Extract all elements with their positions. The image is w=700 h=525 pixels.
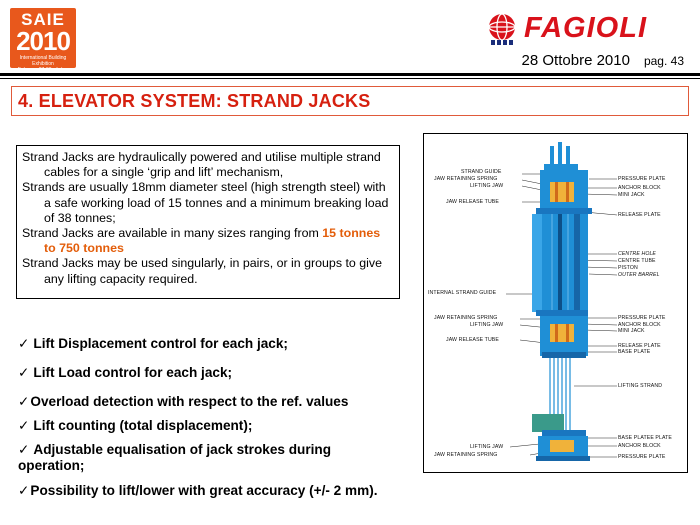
saie-logo-year: 2010 <box>16 26 70 56</box>
diagram-label-pressure-plate: PRESSURE PLATE <box>618 454 666 460</box>
header-rule-thin <box>0 78 700 79</box>
date-page-line <box>522 52 684 69</box>
description-paragraph: Strand Jacks are available in many sizes ranging from 15 tonnes to 750 tonnes <box>22 226 381 256</box>
checklist-item: ✓Overload detection with respect to the ref. values <box>18 394 349 409</box>
diagram-label-base-plate-plate: BASE PLATEE PLATE <box>618 435 672 441</box>
description-paragraph: Strands are usually 18mm diameter steel (high strength steel) with a safe working load of 15 tonnes and a minimum breaking load of 38 tonnes; <box>22 180 389 225</box>
checklist-item: ✓ Adjustable equalisation of jack strokes during operation; <box>18 442 332 473</box>
check-icon: ✓ <box>18 365 30 380</box>
diagram-label-anchor-block: ANCHOR BLOCK <box>618 322 661 328</box>
globe-icon <box>486 12 522 46</box>
strand-jack-diagram <box>423 133 688 473</box>
check-icon: ✓ <box>18 394 30 409</box>
description-paragraph: Strand Jacks may be used singularly, in pairs, or in groups to give any lifting capacity required. <box>22 256 382 286</box>
checklist-item: ✓ Lift Displacement control for each jack; <box>18 336 288 351</box>
saie-logo-name: SAIE <box>21 10 65 29</box>
check-icon: ✓ <box>18 442 30 457</box>
diagram-label-anchor-block: ANCHOR BLOCK <box>618 185 661 191</box>
diagram-label-outer-barrel: OUTER BARREL <box>618 272 660 278</box>
diagram-label-lifting-strand: LIFTING STRAND <box>618 383 663 389</box>
diagram-label-anchor-block: ANCHOR BLOCK <box>618 443 661 449</box>
diagram-label-centre-tube: CENTRE TUBE <box>618 258 656 264</box>
capacity-range-highlight: 15 tonnes to 750 tonnes <box>44 226 381 256</box>
brand-name: FAGIOLI <box>524 12 647 44</box>
fagioli-logo <box>486 12 692 46</box>
diagram-label-internal-strand-guide: INTERNAL STRAND GUIDE <box>428 290 497 296</box>
checklist-item: ✓Possibility to lift/lower with great accuracy (+/- 2 mm). <box>18 483 378 498</box>
checklist-item: ✓ Lift counting (total displacement); <box>18 418 253 433</box>
section-title-box <box>11 86 689 116</box>
description-box <box>16 145 400 299</box>
check-icon: ✓ <box>18 418 30 433</box>
diagram-label-piston: PISTON <box>618 265 638 271</box>
saie-logo-subtitle: International Building Exhibition Bologna, 27-30 ottobre <box>17 55 69 73</box>
diagram-label-mini-jack: MINI JACK <box>618 192 645 198</box>
page-number: pag. 43 <box>643 54 684 68</box>
diagram-label-release-plate: RELEASE PLATE <box>618 343 661 349</box>
diagram-label-lifting-jaw: LIFTING JAW <box>470 322 504 328</box>
saie-2010-logo <box>10 8 76 73</box>
diagram-label-jaw-retaining-spring: JAW RETAINING SPRING <box>434 452 498 458</box>
section-title: 4. ELEVATOR SYSTEM: STRAND JACKS <box>18 91 371 111</box>
check-icon: ✓ <box>18 483 30 498</box>
diagram-label-base-plate: BASE PLATE <box>618 349 651 355</box>
diagram-label-jaw-release-tube: JAW RELEASE TUBE <box>446 199 499 205</box>
diagram-label-jaw-retaining-spring: JAW RETAINING SPRING <box>434 315 498 321</box>
diagram-label-strand-guide: STRAND GUIDE <box>461 169 502 175</box>
check-icon: ✓ <box>18 336 30 351</box>
diagram-label-centre-hole: CENTRE HOLE <box>618 251 656 257</box>
diagram-label-lifting-jaw: LIFTING JAW <box>470 444 504 450</box>
diagram-label-pressure-plate: PRESSURE PLATE <box>618 176 666 182</box>
date-text: 28 Ottobre 2010 <box>521 52 630 69</box>
diagram-label-pressure-plate: PRESSURE PLATE <box>618 315 666 321</box>
diagram-label-mini-jack: MINI JACK <box>618 328 645 334</box>
diagram-label-jaw-release-tube: JAW RELEASE TUBE <box>446 337 499 343</box>
diagram-label-release-plate: RELEASE PLATE <box>618 212 661 218</box>
checklist-item: ✓ Lift Load control for each jack; <box>18 365 233 380</box>
diagram-label-lifting-jaw: LIFTING JAW <box>470 183 504 189</box>
header-rule-thick <box>0 73 700 76</box>
description-paragraph: Strand Jacks are hydraulically powered and utilise multiple strand cables for a single ‘grip and lift’ mechanism, <box>22 150 381 180</box>
diagram-label-jaw-retaining-spring: JAW RETAINING SPRING <box>434 176 498 182</box>
